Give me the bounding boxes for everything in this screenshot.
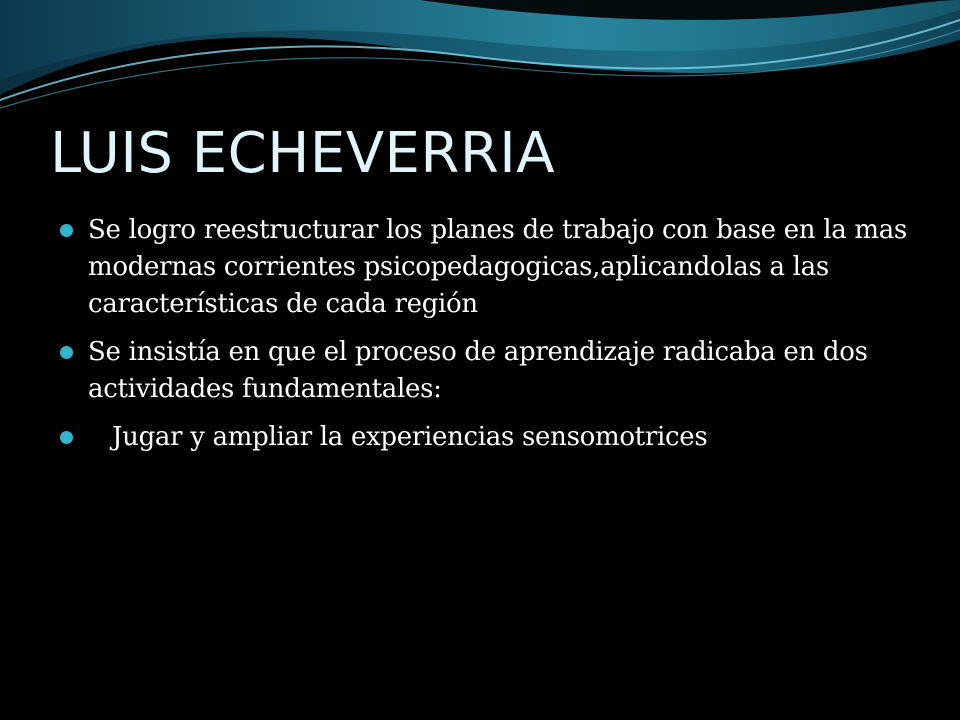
bullet-item xyxy=(60,334,920,408)
bullet-list xyxy=(60,212,920,467)
bullet-text: Se insistía en que el proceso de aprendizaje radicaba en dos actividades fundamentales: xyxy=(88,337,868,404)
bullet-item xyxy=(60,212,920,323)
bullet-text: Se logro reestructurar los planes de trabajo con base en la mas modernas corrientes psicopedagogicas,aplicandolas a las características de cada región xyxy=(88,215,907,319)
bullet-dot-icon xyxy=(60,224,73,237)
bullet-dot-icon xyxy=(60,431,73,444)
bullet-item xyxy=(60,419,920,456)
header-wave-decoration xyxy=(0,0,960,120)
bullet-text: Jugar y ampliar la experiencias sensomotrices xyxy=(112,422,708,452)
bullet-dot-icon xyxy=(60,346,73,359)
slide-title: LUIS ECHEVERRIA xyxy=(50,121,556,186)
